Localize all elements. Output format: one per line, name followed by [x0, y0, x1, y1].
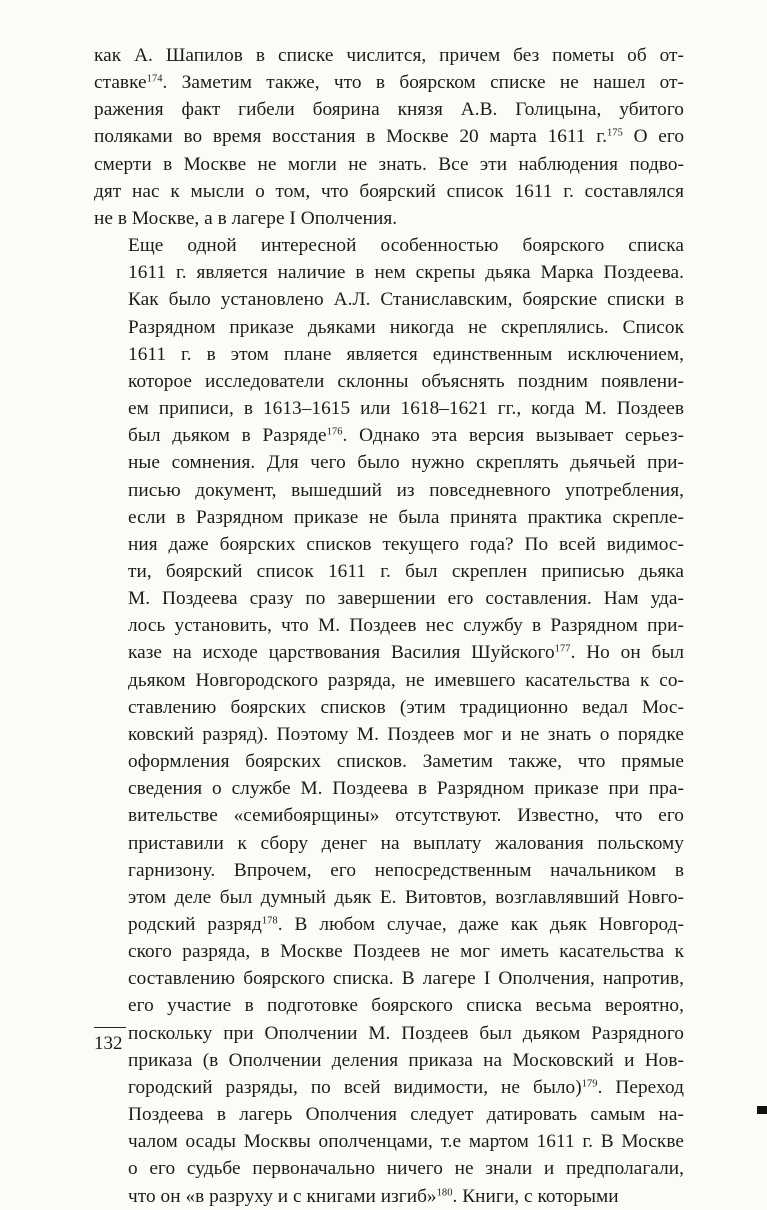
text-segment: поляками во время восстания в Москве 20 марта 1611 г.	[94, 126, 607, 148]
text-line	[94, 259, 684, 286]
text-line	[94, 368, 684, 395]
text-segment: казе на исходе царствования Василия Шуйского	[128, 642, 555, 664]
text-line	[94, 1128, 684, 1155]
text-line	[94, 232, 684, 259]
text-segment: дят нас к мысли о том, что боярский список 1611 г. составлялся	[94, 180, 684, 202]
text-segment: О его	[622, 126, 685, 148]
text-line	[94, 775, 684, 802]
text-line	[94, 1020, 684, 1047]
text-segment: ем приписи, в 1613–1615 или 1618–1621 гг., когда М. Поздеев	[128, 398, 684, 420]
footnote-ref: 175	[606, 127, 623, 139]
text-segment: Как было установлено А.Л. Станиславским, боярские списки в	[128, 289, 684, 311]
text-segment: родский разряд	[128, 914, 262, 935]
paragraph	[94, 42, 684, 232]
text-line	[94, 667, 684, 694]
text-line	[94, 96, 684, 123]
text-segment: писью документ, вышедший из повседневного употребления,	[128, 479, 684, 501]
text-line	[94, 504, 684, 531]
text-line	[94, 477, 684, 504]
text-segment: приставили к сбору денег на выплату жалования польскому	[128, 832, 684, 854]
text-line	[94, 341, 684, 368]
text-line	[94, 1183, 684, 1210]
text-segment: гарнизону. Впрочем, его непосредственным начальником в	[128, 859, 684, 881]
text-line	[94, 395, 684, 422]
text-segment: . Однако эта версия вызывает серьез-	[342, 425, 684, 447]
text-line	[94, 151, 684, 178]
text-segment: что он «в разруху и с книгами изгиб»	[128, 1185, 437, 1207]
text-segment: не в Москве, а в лагере I Ополчения.	[94, 207, 398, 229]
text-segment: как А. Шапилов в списке числится, причем без пометы об от-	[94, 45, 684, 66]
text-line	[94, 911, 684, 938]
text-segment: которое исследователи склонны объяснять поздним появлени-	[128, 370, 684, 392]
text-line	[94, 422, 684, 449]
text-segment: его участие в подготовке боярского списка весьма вероятно,	[128, 995, 684, 1017]
footnote-ref: 177	[554, 643, 571, 655]
page-number: 132	[94, 1033, 123, 1054]
paragraph	[94, 232, 684, 1210]
text-segment: Еще одной интересной особенностью боярского списка	[128, 235, 684, 257]
text-segment: ти, боярский список 1611 г. был скреплен приписью дьяка	[128, 560, 684, 582]
text-line	[94, 1047, 684, 1074]
footnote-ref: 174	[146, 73, 163, 85]
footnote-ref: 180	[436, 1187, 453, 1199]
text-segment: ния даже боярских списков текущего года? По всей видимос-	[128, 533, 684, 555]
text-segment: . В любом случае, даже как дьяк Новгород-	[277, 914, 684, 935]
text-segment: приказа (в Ополчении деления приказа на Московский и Нов-	[128, 1049, 684, 1071]
text-segment: ского разряда, в Москве Поздеев не мог иметь касательства к	[128, 941, 684, 963]
text-segment: вительстве «семибоярщины» отсутствуют. Известно, что его	[128, 805, 684, 827]
text-line	[94, 123, 684, 150]
text-line	[94, 748, 684, 775]
text-line	[94, 585, 684, 612]
text-line	[94, 314, 684, 341]
footnote-rule	[94, 1027, 126, 1028]
text-segment: Разрядном приказе дьяками никогда не скреплялись. Список	[128, 316, 684, 338]
text-segment: сведения о службе М. Поздеева в Разрядном приказе при пра-	[128, 778, 684, 800]
text-line	[94, 884, 684, 911]
text-line	[94, 178, 684, 205]
text-segment: был дьяком в Разряде	[128, 425, 327, 447]
footnote-ref: 176	[326, 426, 343, 438]
text-segment: оформления боярских списков. Заметим также, что прямые	[128, 751, 684, 773]
text-segment: этом деле был думный дьяк Е. Витовтов, возглавлявший Новго-	[128, 886, 684, 908]
text-segment: ставке	[94, 72, 147, 94]
text-segment: ражения факт гибели боярина князя А.В. Голицына, убитого	[94, 99, 684, 121]
text-line	[94, 992, 684, 1019]
text-line	[94, 802, 684, 829]
text-line	[94, 857, 684, 884]
text-segment: ставлению боярских списков (этим традиционно ведал Мос-	[128, 696, 684, 718]
text-segment: ковский разряд). Поэтому М. Поздеев мог и не знать о порядке	[128, 723, 684, 745]
footnote-ref: 179	[581, 1078, 598, 1090]
text-segment: составлению боярского списка. В лагере I Ополчения, напротив,	[128, 968, 684, 990]
text-segment: лось установить, что М. Поздеев нес службу в Разрядном при-	[128, 615, 684, 637]
text-segment: чалом осады Москвы ополченцами, т.е мартом 1611 г. В Москве	[128, 1131, 684, 1153]
text-segment: если в Разрядном приказе не была принята практика скрепле-	[128, 506, 684, 528]
text-line	[94, 69, 684, 96]
text-line	[94, 965, 684, 992]
text-line	[94, 721, 684, 748]
text-line	[94, 558, 684, 585]
text-line	[94, 830, 684, 857]
text-segment: 1611 г. является наличие в нем скрепы дьяка Марка Поздеева.	[128, 262, 684, 284]
text-segment: . Но он был	[570, 642, 684, 664]
text-line	[94, 938, 684, 965]
text-segment: о его судьбе первоначально ничего не знали и предполагали,	[128, 1158, 684, 1180]
text-line	[94, 639, 684, 666]
text-line	[94, 1155, 684, 1182]
scan-edge-mark	[757, 1106, 767, 1114]
text-line	[94, 612, 684, 639]
text-segment: 1611 г. в этом плане является единственным исключением,	[128, 343, 684, 365]
text-segment: . Книги, с которыми	[452, 1185, 619, 1207]
text-segment: Поздеева в лагерь Ополчения следует датировать самым на-	[128, 1104, 684, 1126]
footnote-ref: 178	[261, 915, 278, 927]
text-segment: городский разряды, по всей видимости, не было)	[128, 1076, 582, 1098]
text-line	[94, 205, 684, 232]
text-segment: смерти в Москве не могли не знать. Все эти наблюдения подво-	[94, 153, 684, 175]
text-segment: М. Поздеева сразу по завершении его составления. Нам уда-	[128, 588, 684, 610]
text-line	[94, 531, 684, 558]
text-line	[94, 1074, 684, 1101]
text-line	[94, 42, 684, 69]
text-line	[94, 694, 684, 721]
text-segment: дьяком Новгородского разряда, не имевшего касательства к со-	[128, 669, 684, 691]
text-segment: поскольку при Ополчении М. Поздеев был дьяком Разрядного	[128, 1022, 684, 1044]
text-line	[94, 286, 684, 313]
text-line	[94, 449, 684, 476]
text-segment: . Переход	[597, 1076, 684, 1098]
text-segment: ные сомнения. Для чего было нужно скреплять дьячьей при-	[128, 452, 684, 474]
page-body	[94, 42, 684, 1210]
text-line	[94, 1101, 684, 1128]
text-segment: . Заметим также, что в боярском списке не нашел от-	[162, 72, 684, 94]
